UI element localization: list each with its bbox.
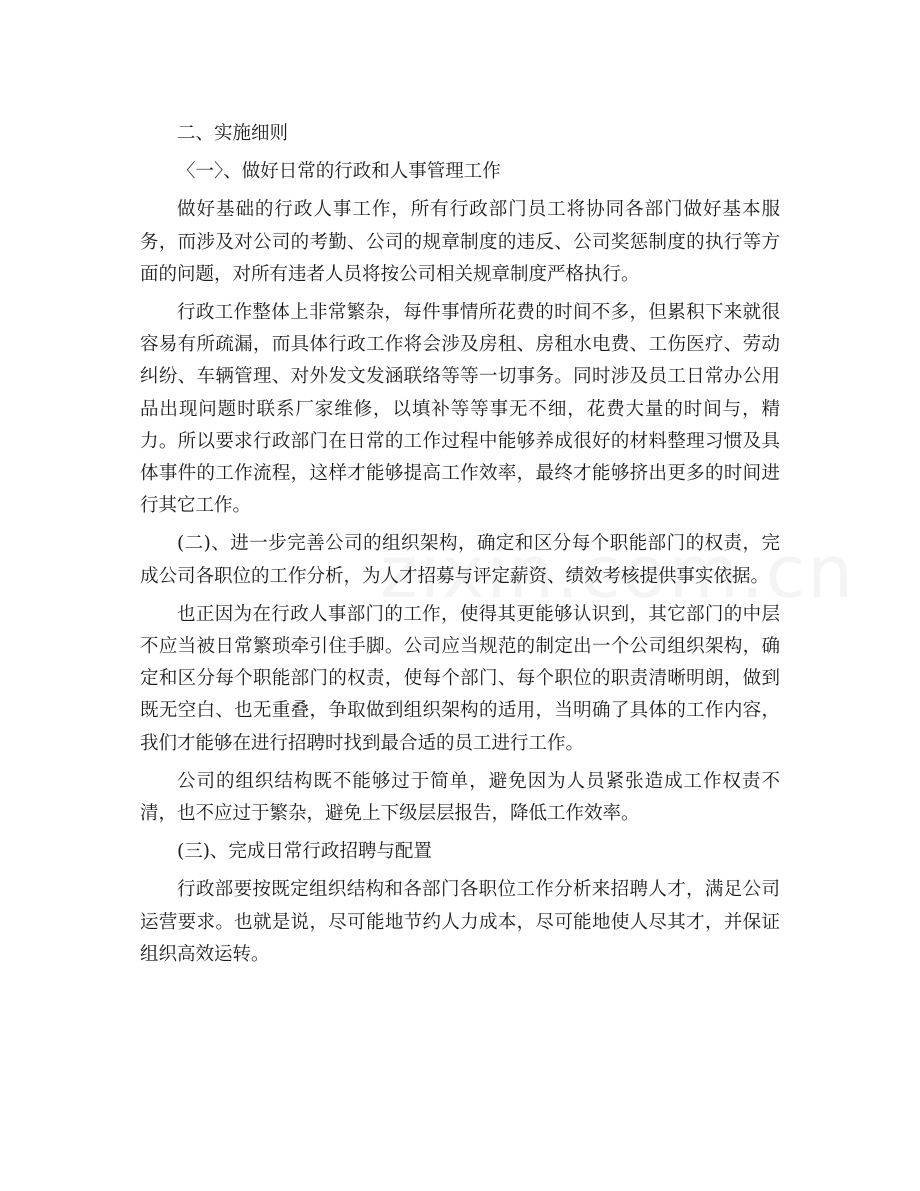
body-paragraph: 也正因为在行政人事部门的工作，使得其更能够认识到，其它部门的中层不应当被日常繁琐牵引住手脚。公司应当规范的制定出一个公司组织架构，确定和区分每个职能部门的权责，使每个部门、每个职位的职责清晰明朗，做到既无空白、也无重叠，争取做到组织架构的适用，当明确了具体的工作内容，我们才能够在进行招聘时找到最合适的员工进行工作。 (140, 603, 780, 754)
body-paragraph: 做好基础的行政人事工作，所有行政部门员工将协同各部门做好基本服务，而涉及对公司的考勤、公司的规章制度的违反、公司奖惩制度的执行等方面的问题，对所有违者人员将按公司相关规章制度严格执行。 (140, 199, 780, 285)
subsection-heading-2: (二)、进一步完善公司的组织架构，确定和区分每个职能部门的权责，完成公司各职位的工作分析，为人才招募与评定薪资、绩效考核提供事实依据。 (140, 533, 780, 587)
body-paragraph: 行政工作整体上非常繁杂，每件事情所花费的时间不多，但累积下来就很容易有所疏漏，而具体行政工作将会涉及房租、房租水电费、工伤医疗、劳动纠纷、车辆管理、对外发文发涵联络等等一切事务。同时涉及员工日常办公用品出现问题时联系厂家维修，以填补等等事无不细，花费大量的时间与，精力。所以要求行政部门在日常的工作过程中能够养成很好的材料整理习惯及具体事件的工作流程，这样才能够提高工作效率，最终才能够挤出更多的时间进行其它工作。 (140, 302, 780, 517)
subsection-heading-3: (三)、完成日常行政招聘与配置 (177, 841, 432, 863)
body-paragraph: 行政部要按既定组织结构和各部门各职位工作分析来招聘人才，满足公司运营要求。也就是说，尽可能地节约人力成本，尽可能地使人尽其才，并保证组织高效运转。 (140, 879, 780, 965)
document-body (140, 118, 780, 977)
subsection-heading-1: 〈一〉、做好日常的行政和人事管理工作 (177, 161, 501, 183)
section-heading: 二、实施细则 (177, 123, 289, 144)
body-paragraph: 公司的组织结构既不能够过于简单，避免因为人员紧张造成工作权责不清，也不应过于繁杂，避免上下级层层报告，降低工作效率。 (140, 770, 780, 825)
